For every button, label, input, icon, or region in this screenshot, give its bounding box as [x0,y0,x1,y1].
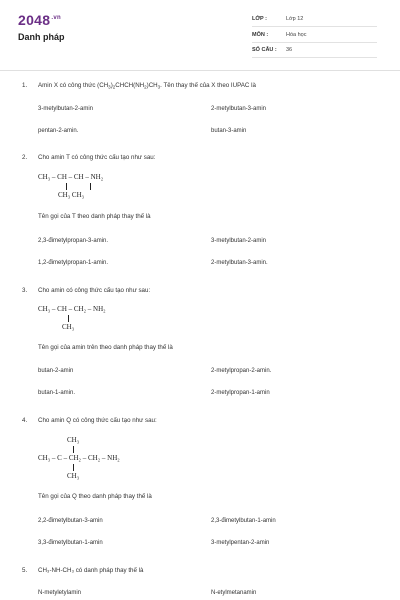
header-divider [0,70,400,71]
answer-option[interactable]: 3-metylbutan-2-amin [211,238,267,244]
formula-main-chain: CH₃ – C – CH₂ – CH₂ – NH₂ [38,454,120,462]
meta-value: 36 [286,47,293,53]
structural-formula [38,306,178,336]
meta-key: SỐ CÂU : [252,47,277,53]
answer-option[interactable]: N-metyletylamin [38,590,82,596]
answer-option[interactable]: butan-3-amin [211,128,247,134]
site-logo[interactable] [18,12,61,28]
answer-option[interactable]: butan-1-amin. [38,390,76,396]
answer-option[interactable]: 1,2-đimetylpropan-1-amin. [38,260,109,266]
question-text-part: . Tên thay thế của X theo IUPAC là [160,82,256,89]
subscript: 3 [157,84,161,90]
subscript: 3 [108,84,111,90]
question-text: CH₃-NH-CH₃ có danh pháp thay thế là [38,567,144,574]
question-number: 4. [22,417,28,424]
answer-option[interactable]: butan-2-amin [38,368,74,374]
meta-value: Lớp 12 [286,16,304,22]
question-text-part: Amin X có công thức (CH [38,82,109,89]
question-number: 2. [22,154,28,161]
formula-main-chain: CH₃ – CH – CH₂ – NH₂ [38,305,106,313]
question-text: Cho amin có công thức cấu tạo như sau: [38,287,151,294]
formula-branch: CH₃ [62,323,75,331]
meta-key: LỚP : [252,16,267,22]
formula-bottom-branch: CH₃ [67,472,80,480]
question-text-part: ) [110,82,113,89]
meta-subject [252,28,377,43]
answer-option[interactable]: N-etylmetanamin [211,590,257,596]
bond-line [73,464,74,471]
meta-class [252,12,377,27]
bond-line [66,183,67,190]
meta-value: Hóa học [286,32,307,38]
question-text-part: CHCH(NH [115,82,145,89]
answer-option[interactable]: 2-metylpropan-2-amin. [211,368,272,374]
formula-main-chain: CH₃ – CH – CH – NH₂ [38,173,104,181]
meta-key: MÔN : [252,32,269,38]
question-number: 1. [22,82,28,89]
logo-text: 2048 [18,12,51,28]
question-followup: Tên gọi của Q theo danh pháp thay thế là [38,493,152,500]
bond-line [68,315,69,322]
question-text: Cho amin T có công thức cấu tạo như sau: [38,154,156,161]
document-title: Danh pháp [18,32,65,42]
meta-question-count [252,43,377,58]
question-text-part: )CH [146,82,158,89]
question-number: 3. [22,287,28,294]
structural-formula [38,437,198,485]
header [0,0,400,70]
bond-line [73,446,74,453]
question-followup: Tên gọi của T theo danh pháp thay thế là [38,213,151,220]
question-text [38,82,256,90]
question-followup: Tên gọi của amin trên theo danh pháp thay thế là [38,344,173,351]
answer-option[interactable]: 2,2-đimetylbutan-3-amin [38,518,103,524]
answer-option[interactable]: 2-metylbutan-3-amin [211,106,267,112]
answer-option[interactable]: 2,3-đimetylpropan-3-amin. [38,238,109,244]
question-number: 5. [22,567,28,574]
formula-top-branch: CH₃ [67,436,80,444]
answer-option[interactable]: 2,3-đimetylbutan-1-amin [211,518,276,524]
subscript: 2 [112,84,116,90]
answer-option[interactable]: 3-metylpentan-2-amin [211,540,270,546]
answer-option[interactable]: 2-metylbutan-3-amin. [211,260,268,266]
formula-branches: CH₃ CH₃ [58,191,85,199]
answer-option[interactable]: 2-metylpropan-1-amin [211,390,270,396]
answer-option[interactable]: pentan-2-amin. [38,128,79,134]
question-text: Cho amin Q có công thức cấu tạo như sau: [38,417,157,424]
subscript: 2 [144,84,147,90]
structural-formula [38,174,178,204]
logo-domain: .vn [51,15,61,21]
bond-line [90,183,91,190]
answer-option[interactable]: 3-metylbutan-2-amin [38,106,94,112]
answer-option[interactable]: 3,3-đimetylbutan-1-amin [38,540,103,546]
